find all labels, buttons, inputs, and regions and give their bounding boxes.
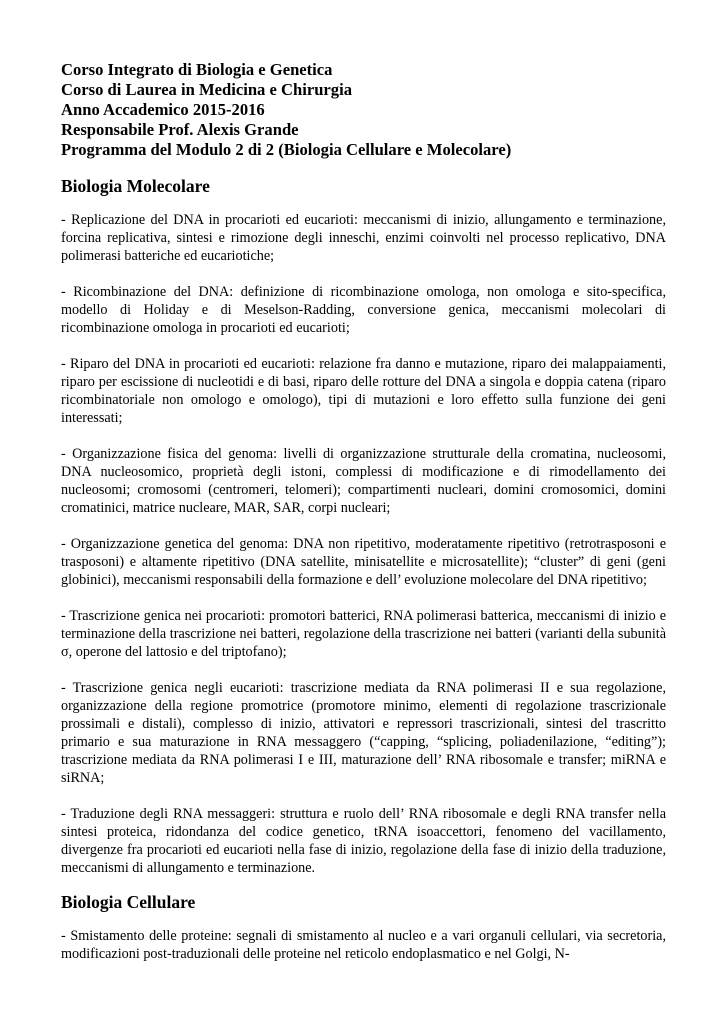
responsible-professor: Responsabile Prof. Alexis Grande — [61, 120, 299, 139]
paragraph: - Replicazione del DNA in procarioti ed eucarioti: meccanismi di inizio, allungamento e terminazione, forcina replicativa, sintesi e rimozione degli inneschi, enzimi coinvolti nel processo replicativo, DNA polimerasi batteriche ed eucariotiche; — [61, 212, 666, 264]
section-cell-biology — [61, 891, 666, 963]
paragraph: - Riparo del DNA in procarioti ed eucarioti: relazione fra danno e mutazione, riparo dei malappaiamenti, riparo per escissione di nucleotidi e di basi, riparo delle rotture del DNA a singola e doppia catena (riparo ricombinatoriale non omologo e omologo), tipi di mutazioni e loro effetto sulla funzione dei geni interessati; — [61, 356, 666, 426]
module-program-title: Programma del Modulo 2 di 2 (Biologia Cellulare e Molecolare) — [61, 140, 512, 159]
paragraph: - Trascrizione genica nei procarioti: promotori batterici, RNA polimerasi batterica, meccanismi di inizio e terminazione della trascrizione nei batteri, regolazione della trascrizione nei batteri (varianti della subunità σ, operone del lattosio e del triptofano); — [61, 608, 666, 660]
paragraph: - Organizzazione fisica del genoma: livelli di organizzazione strutturale della cromatina, nucleosomi, DNA nucleosomico, proprietà degli istoni, complessi di modificazione e di rimodellamento dei nucleosomi; cromosomi (centromeri, telomeri); compartimenti nucleari, domini cromosomici, domini cromatinici, matrice nucleare, MAR, SAR, corpi nucleari; — [61, 446, 666, 516]
paragraph: - Trascrizione genica negli eucarioti: trascrizione mediata da RNA polimerasi II e sua regolazione, organizzazione della regione promotrice (promotore minimo, elementi di regolazione trascrizionale prossimali e distali), complesso di inizio, attivatori e repressori trascrizionali, sintesi del trascritto primario e sua maturazione in RNA messaggero (“capping, “splicing, poliadenilazione, “editing”); trascrizione mediata da RNA polimerasi I e III, maturazione dell’ RNA ribosomale e transfer; miRNA e siRNA; — [61, 680, 666, 786]
paragraph: - Smistamento delle proteine: segnali di smistamento al nucleo e a vari organuli cellulari, via secretoria, modificazioni post-traduzionali delle proteine nel reticolo endoplasmatico e nel Golgi, N- — [61, 928, 666, 962]
document-page — [61, 60, 666, 963]
section-heading: Biologia Molecolare — [61, 176, 210, 196]
paragraph: - Ricombinazione del DNA: definizione di ricombinazione omologa, non omologa e sito-specifica, modello di Holiday e di Meselson-Radding, conversione genica, meccanismi molecolari di ricombinazione omologa in procarioti ed eucarioti; — [61, 284, 666, 336]
academic-year: Anno Accademico 2015-2016 — [61, 100, 265, 119]
course-title: Corso Integrato di Biologia e Genetica — [61, 60, 333, 79]
paragraph: - Organizzazione genetica del genoma: DNA non ripetitivo, moderatamente ripetitivo (retrotrasposoni e trasposoni) e altamente ripetitivo (DNA satellite, minisatellite e microsatellite); “cluster” di geni (geni globinici), meccanismi responsabili della formazione e dell’ evoluzione molecolare del DNA ripetitivo; — [61, 536, 666, 588]
section-heading: Biologia Cellulare — [61, 892, 196, 912]
paragraph: - Traduzione degli RNA messaggeri: struttura e ruolo dell’ RNA ribosomale e degli RNA transfer nella sintesi proteica, ridondanza del codice genetico, tRNA isoaccettori, fenomeno del vacillamento, divergenze fra procarioti ed eucarioti nella fase di inizio, regolazione della fase di inizio della traduzione, meccanismi di allungamento e terminazione. — [61, 806, 666, 876]
degree-program: Corso di Laurea in Medicina e Chirurgia — [61, 80, 353, 99]
section-molecular-biology — [61, 175, 666, 877]
document-header — [61, 60, 666, 160]
